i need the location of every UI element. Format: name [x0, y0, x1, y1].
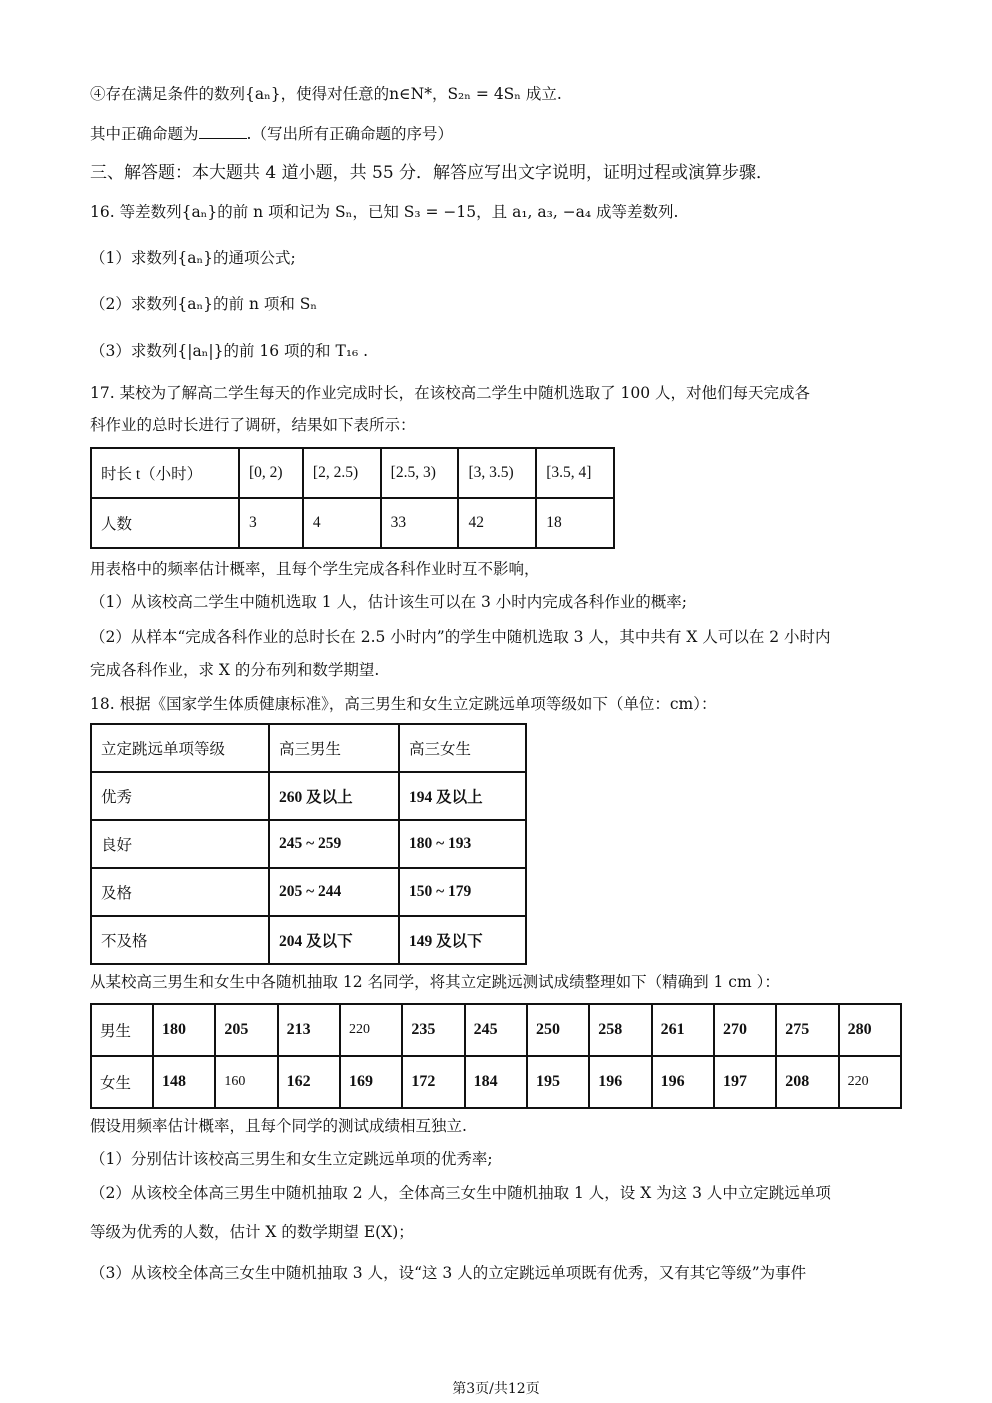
table-cell: 196: [589, 1056, 651, 1108]
table-cell: 204 及以下: [269, 916, 399, 964]
table-cell: 150 ~ 179: [399, 868, 526, 916]
table-cell: 205 ~ 244: [269, 868, 399, 916]
question-17-line-2: 科作业的总时长进行了调研，结果如下表所示：: [90, 416, 416, 434]
question-17-assumption: 用表格中的频率估计概率，且每个学生完成各科作业时互不影响，: [90, 560, 540, 578]
question-18-sample: 从某校高三男生和女生中各随机抽取 12 名同学，将其立定跳远测试成绩整理如下（精确到 1 cm ）：: [90, 973, 780, 991]
table-cell: 261: [652, 1004, 714, 1056]
table-cell: 高三女生: [399, 724, 526, 772]
table-cell: 女生: [91, 1056, 153, 1108]
table-cell: 270: [714, 1004, 776, 1056]
answer-prompt-text: 其中正确命题为: [90, 125, 199, 143]
table-cell: 258: [589, 1004, 651, 1056]
table-cell: 优秀: [91, 772, 269, 820]
table-cell: 立定跳远单项等级: [91, 724, 269, 772]
answer-prompt: [90, 122, 453, 144]
table-row: [91, 1056, 901, 1108]
table-cell: [2, 2.5): [303, 448, 381, 498]
table-cell: 275: [776, 1004, 838, 1056]
table-cell: 148: [153, 1056, 215, 1108]
table-row: [91, 724, 526, 772]
table-row: [91, 448, 614, 498]
table-cell: 良好: [91, 820, 269, 868]
question-16-part-3: （3）求数列{|aₙ|}的前 16 项的和 T₁₆ .: [90, 342, 369, 360]
table-cell: 18: [536, 498, 614, 548]
table-cell: 3: [239, 498, 303, 548]
table-row: [91, 772, 526, 820]
table-cell: 194 及以上: [399, 772, 526, 820]
table-cell: 高三男生: [269, 724, 399, 772]
table-cell: 42: [458, 498, 536, 548]
question-18: 18. 根据《国家学生体质健康标准》，高三男生和女生立定跳远单项等级如下（单位：cm）：: [90, 695, 717, 713]
table-row: [91, 1004, 901, 1056]
table-cell: 160: [215, 1056, 277, 1108]
table-row: [91, 498, 614, 548]
table-cell: [2.5, 3): [381, 448, 459, 498]
table-cell: 180 ~ 193: [399, 820, 526, 868]
table-cell: [3, 3.5): [458, 448, 536, 498]
table-cell: 不及格: [91, 916, 269, 964]
table-cell: 149 及以下: [399, 916, 526, 964]
table-cell: 162: [278, 1056, 340, 1108]
question-16: 16. 等差数列{aₙ}的前 n 项和记为 Sₙ，已知 S₃ = −15，且 a₁, a₃, −a₄ 成等差数列.: [90, 203, 679, 221]
table-cell: 205: [215, 1004, 277, 1056]
table-cell: 4: [303, 498, 381, 548]
question-18-part-2-line-2: 等级为优秀的人数，估计 X 的数学期望 E(X)；: [90, 1223, 414, 1241]
table-17: [90, 447, 615, 549]
question-18-part-3: （3）从该校全体高三女生中随机抽取 3 人，设“这 3 人的立定跳远单项既有优秀，又有其它等级”为事件: [90, 1264, 807, 1282]
table-row: [91, 916, 526, 964]
table-cell: 197: [714, 1056, 776, 1108]
question-16-part-1: （1）求数列{aₙ}的通项公式;: [90, 249, 296, 267]
table-cell: 180: [153, 1004, 215, 1056]
table-cell: 及格: [91, 868, 269, 916]
question-18-part-2-line-1: （2）从该校全体高三男生中随机抽取 2 人，全体高三女生中随机抽取 1 人，设 X 为这 3 人中立定跳远单项: [90, 1184, 831, 1202]
table-18-standards: [90, 723, 527, 965]
table-cell: 196: [652, 1056, 714, 1108]
question-16-part-2: （2）求数列{aₙ}的前 n 项和 Sₙ: [90, 295, 318, 313]
table-18-scores: [90, 1003, 902, 1109]
table-cell: 280: [839, 1004, 901, 1056]
table-cell: 220: [340, 1004, 402, 1056]
table-cell: 208: [776, 1056, 838, 1108]
table-row: [91, 868, 526, 916]
table-row: [91, 820, 526, 868]
table-cell: [0, 2): [239, 448, 303, 498]
table-cell: 245: [465, 1004, 527, 1056]
question-17-part-1: （1）从该校高二学生中随机选取 1 人，估计该生可以在 3 小时内完成各科作业的概率;: [90, 593, 688, 611]
table-cell: 184: [465, 1056, 527, 1108]
question-18-assumption: 假设用频率估计概率，且每个同学的测试成绩相互独立.: [90, 1117, 467, 1135]
question-18-part-1: （1）分别估计该校高三男生和女生立定跳远单项的优秀率;: [90, 1150, 493, 1168]
question-17-part-2-line-1: （2）从样本“完成各科作业的总时长在 2.5 小时内”的学生中随机选取 3 人，其中共有 X 人可以在 2 小时内: [90, 628, 831, 646]
table-cell: 33: [381, 498, 459, 548]
table-cell: 245 ~ 259: [269, 820, 399, 868]
table-cell: 时长 t（小时）: [91, 448, 239, 498]
table-cell: 195: [527, 1056, 589, 1108]
section-3-heading: 三、解答题：本大题共 4 道小题，共 55 分．解答应写出文字说明，证明过程或演算步骤．: [90, 163, 774, 183]
answer-blank[interactable]: [199, 126, 247, 139]
table-cell: 235: [402, 1004, 464, 1056]
page-footer: 第3页/共12页: [452, 1381, 540, 1397]
table-cell: 220: [839, 1056, 901, 1108]
table-cell: 172: [402, 1056, 464, 1108]
table-cell: 250: [527, 1004, 589, 1056]
question-17-part-2-line-2: 完成各科作业，求 X 的分布列和数学期望.: [90, 661, 380, 679]
table-cell: 人数: [91, 498, 239, 548]
table-cell: 169: [340, 1056, 402, 1108]
table-cell: 男生: [91, 1004, 153, 1056]
table-cell: 260 及以上: [269, 772, 399, 820]
answer-prompt-note: .（写出所有正确命题的序号）: [246, 125, 453, 143]
question-17-line-1: 17. 某校为了解高二学生每天的作业完成时长，在该校高二学生中随机选取了 100 人，对他们每天完成各: [90, 384, 811, 402]
table-cell: [3.5, 4]: [536, 448, 614, 498]
statement-4: ④存在满足条件的数列{aₙ}，使得对任意的n∈N*，S₂ₙ = 4Sₙ 成立.: [90, 85, 562, 103]
table-cell: 213: [278, 1004, 340, 1056]
